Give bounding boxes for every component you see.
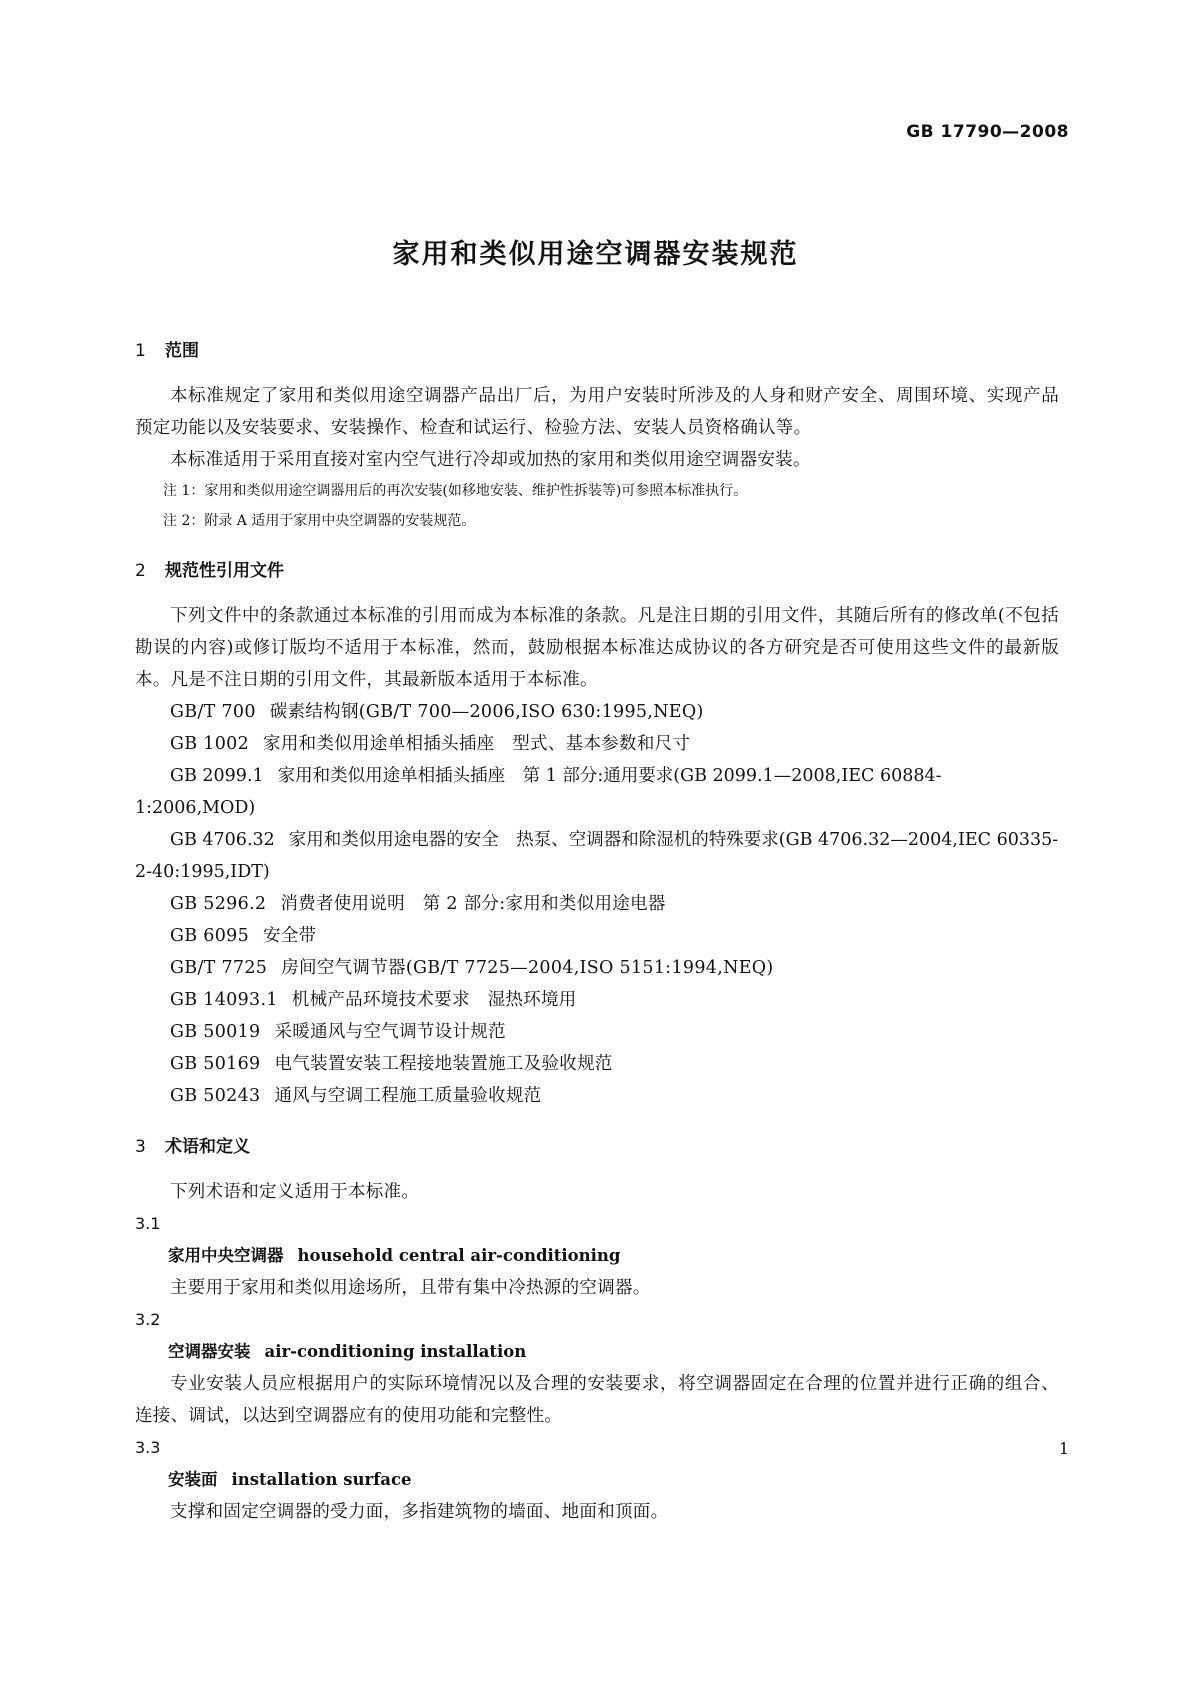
- clause-number: 3.3: [135, 1438, 161, 1457]
- reference-code: GB 50243: [170, 1086, 261, 1106]
- reference-item: [135, 728, 1059, 760]
- reference-code: GB 50019: [170, 1022, 261, 1042]
- reference-code: GB 6095: [170, 926, 250, 946]
- reference-code: GB 5296.2: [170, 894, 267, 914]
- reference-code: GB 4706.32: [170, 830, 275, 850]
- clause-number: 3.1: [135, 1214, 161, 1233]
- reference-code: GB 2099.1: [170, 766, 264, 786]
- reference-code: GB 50169: [170, 1054, 261, 1074]
- reference-title: 碳素结构钢(GB/T 700—2006,ISO 630:1995,NEQ): [269, 702, 704, 722]
- term-heading: [135, 1464, 1059, 1496]
- reference-item: [135, 1080, 1059, 1112]
- term-definition: 支撑和固定空调器的受力面，多指建筑物的墙面、地面和顶面。: [170, 1502, 669, 1522]
- reference-title: 通风与空调工程施工质量验收规范: [274, 1086, 542, 1106]
- term-en: installation surface: [231, 1470, 412, 1489]
- reference-item: [135, 888, 1059, 920]
- term-zh: 安装面: [168, 1470, 218, 1489]
- reference-item: [135, 760, 1059, 824]
- term-definition: 专业安装人员应根据用户的实际环境情况以及合理的安装要求，将空调器固定在合理的位置并进行正确的组合、连接、调试，以达到空调器应有的使用功能和完整性。: [135, 1374, 1059, 1426]
- reference-code: GB 14093.1: [170, 990, 278, 1010]
- section-number: 2: [135, 561, 146, 581]
- page-number: 1: [1058, 1439, 1069, 1458]
- reference-item: [135, 824, 1059, 888]
- reference-title: 家用和类似用途单相插头插座 第 1 部分:通用要求(GB 2099.1—2008,IEC 60884-1:2006,MOD): [135, 766, 942, 818]
- reference-item: [135, 952, 1059, 984]
- reference-item: [135, 1048, 1059, 1080]
- section-title: 范围: [165, 341, 199, 361]
- paragraph: 下列文件中的条款通过本标准的引用而成为本标准的条款。凡是注日期的引用文件，其随后所有的修改单(不包括勘误的内容)或修订版均不适用于本标准，然而，鼓励根据本标准达成协议的各方研究是否可使用这些文件的最新版本。凡是不注日期的引用文件，其最新版本适用于本标准。: [135, 606, 1059, 690]
- note: 注 2：附录 A 适用于家用中央空调器的安装规范。: [163, 513, 476, 529]
- term-heading: [135, 1336, 1059, 1368]
- reference-title: 安全带: [263, 926, 317, 946]
- document-body: [135, 334, 1059, 1528]
- reference-title: 家用和类似用途单相插头插座 型式、基本参数和尺寸: [263, 734, 691, 754]
- reference-title: 电气装置安装工程接地装置施工及验收规范: [274, 1054, 613, 1074]
- note: 注 1：家用和类似用途空调器用后的再次安装(如移地安装、维护性拆装等)可参照本标准执行。: [163, 483, 748, 499]
- reference-code: GB/T 700: [170, 702, 256, 722]
- term-zh: 家用中央空调器: [168, 1246, 284, 1265]
- reference-title: 消费者使用说明 第 2 部分:家用和类似用途电器: [280, 894, 666, 914]
- section-number: 1: [135, 341, 146, 361]
- section-2-heading: [135, 554, 1059, 588]
- section-title: 术语和定义: [165, 1137, 250, 1157]
- section-title: 规范性引用文件: [165, 561, 284, 581]
- reference-code: GB 1002: [170, 734, 250, 754]
- reference-title: 房间空气调节器(GB/T 7725—2004,ISO 5151:1994,NEQ): [281, 958, 774, 978]
- reference-item: [135, 696, 1059, 728]
- paragraph: 下列术语和定义适用于本标准。: [170, 1182, 420, 1202]
- reference-item: [135, 984, 1059, 1016]
- term-zh: 空调器安装: [168, 1342, 251, 1361]
- section-1-heading: [135, 334, 1059, 368]
- reference-item: [135, 1016, 1059, 1048]
- section-number: 3: [135, 1137, 146, 1157]
- paragraph: 本标准规定了家用和类似用途空调器产品出厂后，为用户安装时所涉及的人身和财产安全、周围环境、实现产品预定功能以及安装要求、安装操作、检查和试运行、检验方法、安装人员资格确认等。: [135, 386, 1059, 438]
- reference-code: GB/T 7725: [170, 958, 268, 978]
- standard-code: GB 17790—2008: [906, 122, 1069, 142]
- paragraph: 本标准适用于采用直接对室内空气进行冷却或加热的家用和类似用途空调器安装。: [170, 450, 811, 470]
- term-heading: [135, 1240, 1059, 1272]
- reference-title: 机械产品环境技术要求 湿热环境用: [291, 990, 577, 1010]
- section-3-heading: [135, 1130, 1059, 1164]
- term-en: air-conditioning installation: [264, 1342, 527, 1361]
- clause-number: 3.2: [135, 1310, 161, 1329]
- document-title: 家用和类似用途空调器安装规范: [392, 239, 799, 270]
- reference-title: 采暖通风与空气调节设计规范: [274, 1022, 506, 1042]
- reference-item: [135, 920, 1059, 952]
- reference-title: 家用和类似用途电器的安全 热泵、空调器和除湿机的特殊要求(GB 4706.32—2004,IEC 60335-2-40:1995,IDT): [135, 830, 1059, 882]
- term-en: household central air-conditioning: [297, 1246, 621, 1265]
- term-definition: 主要用于家用和类似用途场所，且带有集中冷热源的空调器。: [170, 1278, 651, 1298]
